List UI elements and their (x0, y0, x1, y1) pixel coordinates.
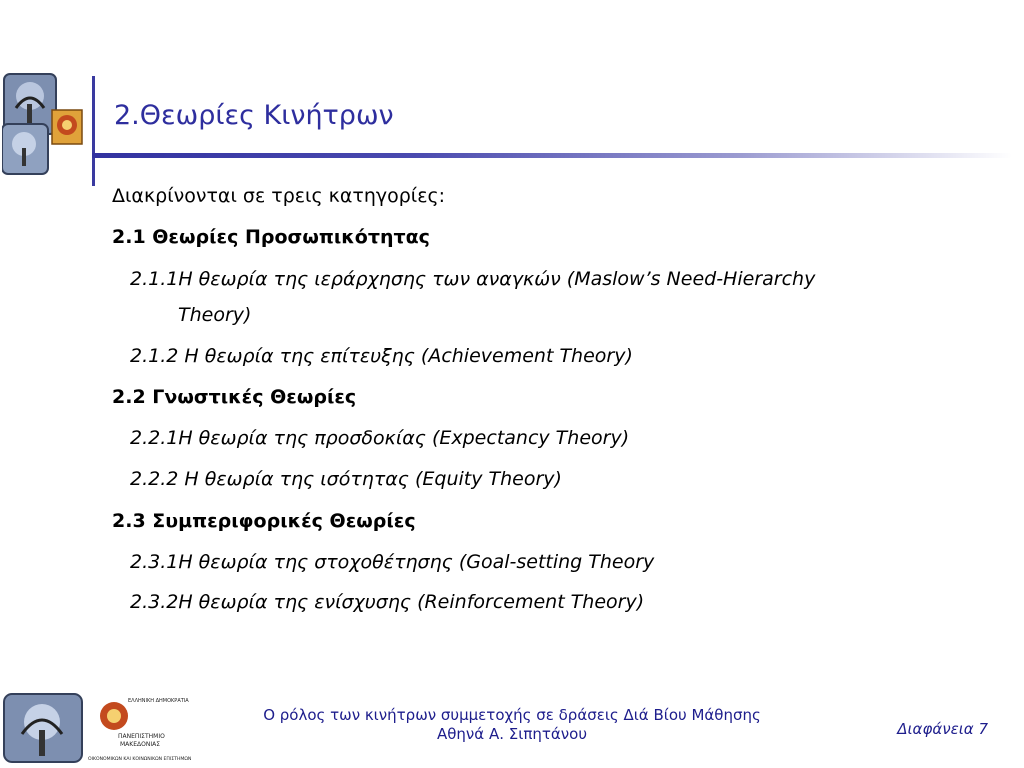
footer-author: Αθηνά Α. Σιπητάνου (436, 725, 588, 743)
svg-text:ΠΑΝΕΠΙΣΤΗΜΙΟ: ΠΑΝΕΠΙΣΤΗΜΙΟ (118, 733, 165, 740)
heading-2-2: 2.2 Γνωστικές Θεωρίες (112, 386, 357, 408)
item-2-3-2: 2.3.2Η θεωρία της ενίσχυσης (Reinforcement Theory) (130, 591, 645, 613)
university-logo-icon (2, 70, 92, 180)
footer-logo-icon (2, 690, 202, 766)
item-2-1-2: 2.1.2 Η θεωρία της επίτευξης (Achievement Theory) (130, 345, 633, 367)
footer-title: Ο ρόλος των κινήτρων συμμετοχής σε δράσεις Διά Βίου Μάθησης (263, 706, 761, 724)
item-2-2-1: 2.2.1Η θεωρία της προσδοκίας (Expectancy Theory) (130, 427, 630, 449)
svg-text:ΟΙΚΟΝΟΜΙΚΩΝ ΚΑΙ ΚΟΙΝΩΝΙΚΩΝ ΕΠΙ: ΟΙΚΟΝΟΜΙΚΩΝ ΚΑΙ ΚΟΙΝΩΝΙΚΩΝ ΕΠΙΣΤΗΜΩΝ (88, 757, 192, 762)
footer-caption (200, 706, 824, 744)
slide-title: 2.Θεωρίες Κινήτρων (114, 100, 394, 131)
title-vertical-bar (92, 76, 95, 186)
item-2-1-1-cont: Theory) (178, 304, 252, 326)
slide-number: Διαφάνεια 7 (897, 720, 988, 738)
item-2-2-2: 2.2.2 Η θεωρία της ισότητας (Equity Theory) (130, 468, 562, 490)
intro-text: Διακρίνονται σε τρεις κατηγορίες: (112, 185, 446, 207)
heading-2-3: 2.3 Συμπεριφορικές Θεωρίες (112, 510, 416, 532)
item-2-1-1: 2.1.1Η θεωρία της ιεράρχησης των αναγκών (Maslow’s Need-Hierarchy (130, 268, 816, 290)
heading-2-1: 2.1 Θεωρίες Προσωπικότητας (112, 226, 430, 248)
item-2-3-1: 2.3.1Η θεωρία της στοχοθέτησης (Goal-setting Theory (130, 551, 655, 573)
svg-text:ΜΑΚΕΔΟΝΙΑΣ: ΜΑΚΕΔΟΝΙΑΣ (120, 741, 160, 748)
svg-text:ΕΛΛΗΝΙΚΗ ΔΗΜΟΚΡΑΤΙΑ: ΕΛΛΗΝΙΚΗ ΔΗΜΟΚΡΑΤΙΑ (128, 698, 189, 704)
title-rule (92, 153, 1012, 158)
